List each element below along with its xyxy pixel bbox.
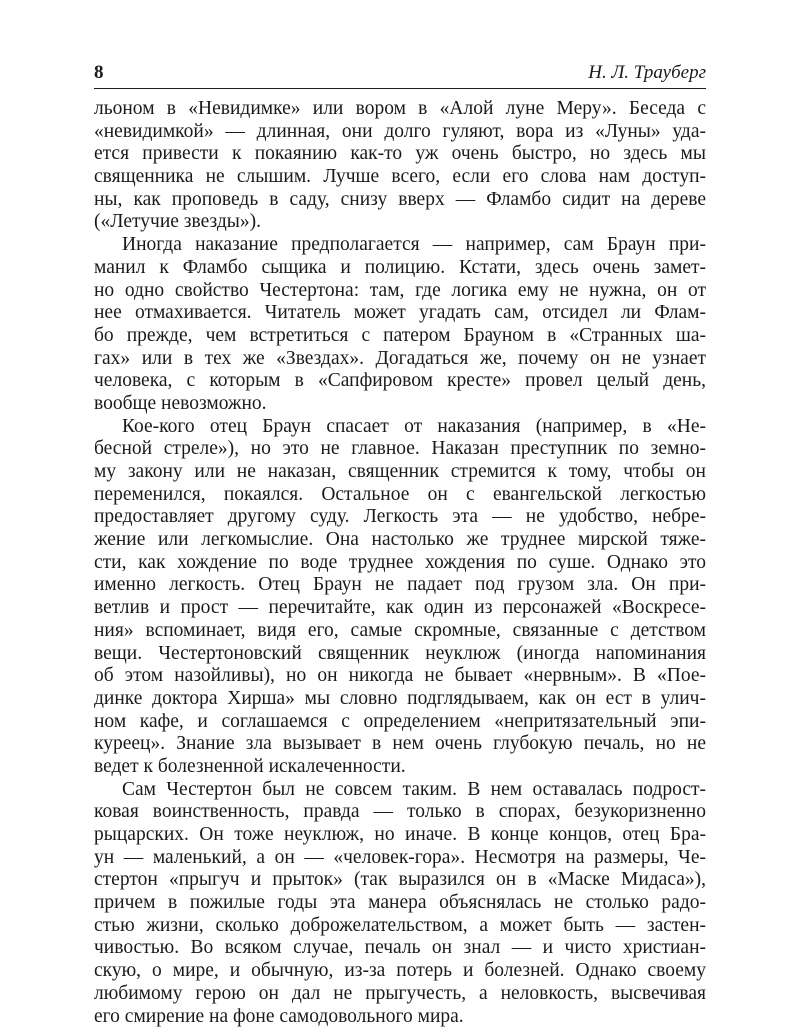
text-line: рыцарских. Он тоже неуклюж, но иначе. В конце концов, отец Бра- — [94, 824, 706, 847]
text-line: льоном в «Невидимке» или вором в «Алой луне Меру». Беседа с — [94, 98, 706, 121]
text-line: куреец». Знание зла вызывает в нем очень глубокую печаль, но не — [94, 733, 706, 756]
text-line: ном кафе, и соглашаемся с определением «непритязательный эпи- — [94, 711, 706, 734]
text-line: ния» вспоминает, видя его, самые скромные, связанные с детством — [94, 620, 706, 643]
text-line: бо прежде, чем встретиться с патером Брауном в «Странных ша- — [94, 325, 706, 348]
text-line: Кое-кого отец Браун спасает от наказания (например, в «Не- — [94, 416, 706, 439]
text-line: ун — маленький, а он — «человек-гора». Несмотря на размеры, Че- — [94, 847, 706, 870]
text-line: любимому герою он дал не прыгучесть, а неловкость, высвечивая — [94, 983, 706, 1006]
text-line: скую, о мире, и обычную, из-за потерь и болезней. Однако своему — [94, 960, 706, 983]
text-line: манил к Фламбо сыщика и полицию. Кстати, здесь очень замет- — [94, 257, 706, 280]
text-line: му закону или не наказан, священник стремится к тому, чтобы он — [94, 461, 706, 484]
text-line: («Летучие звезды»). — [94, 211, 706, 234]
text-line: ведет к болезненной искалеченности. — [94, 756, 706, 779]
text-line: именно легкость. Отец Браун не падает под грузом зла. Он при- — [94, 574, 706, 597]
text-line: человека, с которым в «Сапфировом кресте» провел целый день, — [94, 370, 706, 393]
text-line: священника не слышим. Лучше всего, если его слова нам доступ- — [94, 166, 706, 189]
text-line: причем в пожилые годы эта манера объяснялась не столько радо- — [94, 892, 706, 915]
text-line: «невидимкой» — длинная, они долго гуляют, вора из «Луны» уда- — [94, 121, 706, 144]
text-line: ется привести к покаянию как-то уж очень быстро, но здесь мы — [94, 143, 706, 166]
text-line: но одно свойство Честертона: там, где логика ему не нужна, он от — [94, 280, 706, 303]
running-head-author: Н. Л. Трауберг — [588, 62, 706, 84]
page-number: 8 — [94, 62, 104, 84]
text-line: его смирение на фоне самодовольного мира. — [94, 1006, 706, 1028]
text-line: Иногда наказание предполагается — например, сам Браун при- — [94, 234, 706, 257]
text-line: нее отмахивается. Читатель может угадать сам, отсидел ли Флам- — [94, 302, 706, 325]
text-line: стью жизни, сколько доброжелательством, а может быть — застен- — [94, 915, 706, 938]
text-line: предоставляет другому суду. Легкость эта — не удобство, небре- — [94, 506, 706, 529]
text-line: чивостью. Во всяком случае, печаль он знал — и чисто христиан- — [94, 937, 706, 960]
body-text — [94, 98, 706, 1028]
text-line: динке доктора Хирша» мы словно подглядываем, как он ест в улич- — [94, 688, 706, 711]
text-line: бесной стреле»), но это не главное. Наказан преступник по земно- — [94, 438, 706, 461]
text-line: вообще невозможно. — [94, 393, 706, 416]
text-line: стертон «прыгуч и прыток» (так выразился он в «Маске Мидаса»), — [94, 869, 706, 892]
text-line: жение или легкомыслие. Она настолько же труднее мирской тяже- — [94, 529, 706, 552]
text-line: сти, как хождение по воде труднее хождения по суше. Однако это — [94, 552, 706, 575]
text-line: ветлив и прост — перечитайте, как один из персонажей «Воскресе- — [94, 597, 706, 620]
text-line: об этом назойливы), но он никогда не бывает «нервным». В «Пое- — [94, 665, 706, 688]
text-line: вещи. Честертоновский священник неуклюж (иногда напоминания — [94, 643, 706, 666]
text-line: гах» или в тех же «Звездах». Догадаться же, почему он не узнает — [94, 348, 706, 371]
text-line: ковая воинственность, правда — только в спорах, безукоризненно — [94, 801, 706, 824]
page-header — [94, 62, 706, 89]
text-line: Сам Честертон был не совсем таким. В нем оставалась подрост- — [94, 779, 706, 802]
text-line: ны, как проповедь в саду, снизу вверх — Фламбо сидит на дереве — [94, 189, 706, 212]
text-line: переменился, покаялся. Остальное он с евангельской легкостью — [94, 484, 706, 507]
